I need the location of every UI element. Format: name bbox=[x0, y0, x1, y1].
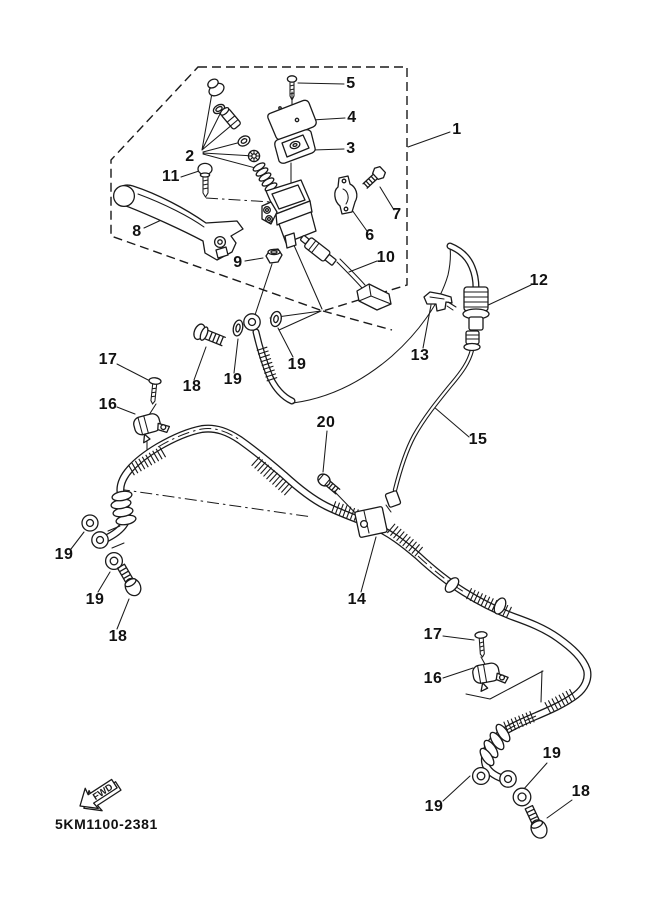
clamp-screw-17-right bbox=[475, 631, 489, 657]
callout-11-5: 11 bbox=[162, 168, 180, 185]
clamp-screw-17-left bbox=[147, 377, 162, 404]
callout-19-21: 19 bbox=[54, 546, 74, 563]
callout-13-12: 13 bbox=[410, 347, 430, 364]
banjo-fitting-right bbox=[500, 771, 516, 787]
three-way-union-14 bbox=[355, 506, 388, 537]
brake-switch-10 bbox=[298, 233, 391, 310]
callout-19-16: 19 bbox=[223, 371, 243, 388]
fwd-arrow-label: FWD bbox=[91, 781, 116, 803]
callout-10-10: 10 bbox=[376, 249, 396, 266]
callout-12-11: 12 bbox=[529, 272, 549, 289]
callout-17-24: 17 bbox=[423, 626, 443, 643]
main-brake-hose bbox=[92, 429, 588, 788]
washers-bolt-bottom-left bbox=[82, 515, 144, 598]
washer-star bbox=[248, 150, 259, 161]
hose-clamp-16-right bbox=[472, 661, 510, 693]
callout-3-2: 3 bbox=[346, 140, 356, 157]
callout-5-0: 5 bbox=[346, 75, 356, 92]
banjo-bolt-18-left bbox=[115, 563, 144, 599]
callout-2-4: 2 bbox=[185, 148, 195, 165]
callout-4-1: 4 bbox=[347, 109, 357, 126]
callout-1-3: 1 bbox=[452, 121, 462, 138]
clamp-bolt-7 bbox=[361, 165, 387, 191]
union-bolt-20 bbox=[315, 472, 341, 496]
callout-6-7: 6 bbox=[365, 227, 375, 244]
callout-18-15: 18 bbox=[182, 378, 202, 395]
piston-kit-2 bbox=[204, 76, 278, 193]
fwd-arrow bbox=[73, 773, 124, 820]
callout-20-18: 20 bbox=[316, 414, 336, 431]
part-code: 5KM1100-2381 bbox=[55, 816, 158, 832]
callout-19-26: 19 bbox=[542, 745, 562, 762]
callout-14-20: 14 bbox=[347, 591, 367, 608]
callout-15-19: 15 bbox=[468, 431, 488, 448]
banjo-bolt-18-upper bbox=[192, 322, 227, 348]
callout-19-17: 19 bbox=[287, 356, 307, 373]
locknut-9 bbox=[266, 249, 282, 263]
banjo-bolt-18-right bbox=[522, 804, 550, 841]
callout-18-28: 18 bbox=[571, 783, 591, 800]
callout-18-23: 18 bbox=[108, 628, 128, 645]
callout-7-6: 7 bbox=[392, 206, 402, 223]
callout-16-25: 16 bbox=[423, 670, 443, 687]
hose-clip-13 bbox=[424, 292, 456, 311]
callout-17-13: 17 bbox=[98, 351, 118, 368]
callout-16-14: 16 bbox=[98, 396, 118, 413]
clamp-half-6 bbox=[335, 176, 357, 214]
callout-19-27: 19 bbox=[424, 798, 444, 815]
hose-end-fitting-12 bbox=[450, 246, 489, 351]
pipe-15 bbox=[385, 350, 472, 512]
callout-19-22: 19 bbox=[85, 591, 105, 608]
callout-9-9: 9 bbox=[233, 254, 243, 271]
callout-8-8: 8 bbox=[132, 223, 142, 240]
lever-pivot-bolt-11 bbox=[198, 163, 212, 197]
